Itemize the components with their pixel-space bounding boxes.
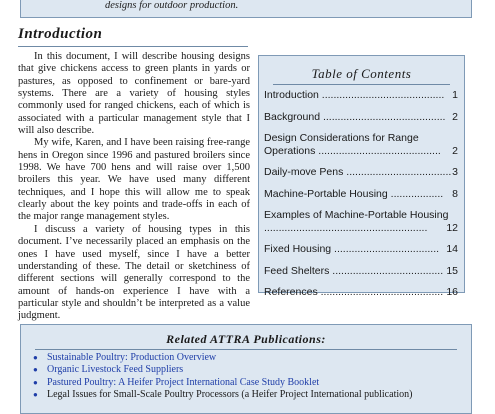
toc-rule [273, 84, 450, 85]
intro-paragraph-1: In this document, I will describe housing designs that give chickens access to green plants in yards or pastures, as opposed to confinement or bare-yard systems. There are a variety of housing styles commonly used for ranged chickens, each of which is associated with a particular management style that I will also describe. [18, 51, 250, 137]
related-item-legal-issues: ● Legal Issues for Small-Scale Poultry Processors (a Heifer Project International publication) [33, 388, 413, 400]
related-publications-box [20, 324, 472, 414]
toc-page-number: 16 [446, 286, 458, 298]
toc-page-number: 15 [446, 264, 458, 277]
bullet-icon: ● [33, 365, 38, 375]
toc-entry-introduction[interactable]: Introduction .......................................... 1 [264, 89, 458, 101]
related-publications-list [21, 352, 412, 401]
toc-page-number: 3 [452, 166, 458, 178]
toc-entry-daily-move-pens[interactable]: Daily-move Pens .................................... 3 [264, 166, 458, 178]
toc-page-number: 2 [452, 110, 458, 123]
related-publications-rule [35, 349, 457, 350]
toc-entry-examples-machine-portable[interactable]: Examples of Machine-Portable Housing ........................................................ 12 [264, 209, 458, 234]
table-of-contents [258, 55, 465, 298]
toc-entry-machine-portable-housing[interactable]: Machine-Portable Housing .................. 8 [264, 187, 458, 200]
introduction-heading: Introduction [18, 26, 103, 42]
bullet-icon: ● [33, 353, 38, 362]
toc-entry-design-considerations[interactable]: Design Considerations for Range Operations .......................................... 2 [264, 132, 458, 157]
toc-entry-background[interactable]: Background .......................................... 2 [264, 110, 458, 123]
toc-entry-fixed-housing[interactable]: Fixed Housing .................................... 14 [264, 243, 458, 255]
bullet-icon: ● [33, 377, 38, 387]
toc-page-number: 14 [446, 243, 458, 255]
bullet-icon: ● [33, 389, 38, 399]
related-publications-title: Related ATTRA Publications: [166, 332, 326, 346]
summary-text: designs for outdoor production. [105, 0, 239, 11]
intro-paragraph-2: My wife, Karen, and I have been raising free-range hens in Oregon since 1996 and pastured broilers since 1998. We have 700 hens and will raise over 1,500 broilers this year. We have used many different techniques, and I hope this will allow me to speak clearly about the key points and trade-offs in each of the major range management styles. [18, 137, 250, 223]
toc-list [264, 89, 458, 308]
introduction-body [18, 51, 250, 323]
toc-page-number: 2 [452, 144, 458, 157]
related-link-sustainable-poultry[interactable]: ● Sustainable Poultry: Production Overview [33, 352, 217, 363]
related-link-organic-feed-suppliers[interactable]: ● Organic Livestock Feed Suppliers [33, 364, 184, 376]
summary-box [20, 0, 472, 18]
toc-page-number: 8 [452, 187, 458, 200]
related-link-pastured-poultry[interactable]: ● Pastured Poultry: A Heifer Project International Case Study Booklet [33, 376, 320, 388]
intro-paragraph-3: I discuss a variety of housing types in this document. I’ve necessarily placed an emphasis on the ones I have used myself, since I have a better understanding of these. The detail or sketchiness of different sections will generally correspond to the amount of hands-on experience I have with a particular style and shouldn’t be interpreted as a value judgment. [18, 223, 250, 322]
toc-entry-references[interactable]: References .......................................... 16 [264, 286, 458, 298]
toc-page-number: 12 [446, 221, 458, 234]
toc-page-number: 1 [452, 89, 458, 101]
introduction-rule [18, 46, 248, 47]
toc-title: Table of Contents [311, 66, 412, 81]
toc-entry-feed-shelters[interactable]: Feed Shelters ...................................... 15 [264, 264, 458, 277]
